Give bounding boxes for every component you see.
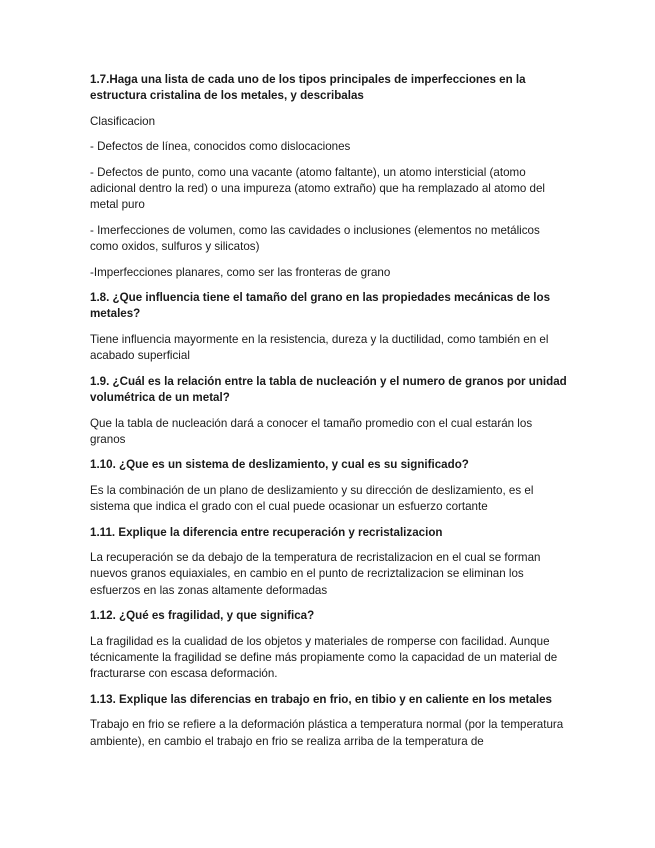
question-1-8-answer: Tiene influencia mayormente en la resistencia, dureza y la ductilidad, como también en el acabado superficial (90, 332, 549, 363)
question-1-11-heading: 1.11. Explique la diferencia entre recuperación y recristalizacion (90, 525, 443, 539)
question-1-7-heading: 1.7.Haga una lista de cada uno de los tipos principales de imperfecciones en la estructura cristalina de los metales, y describalas (90, 73, 526, 103)
question-1-7-planar-defects: -Imperfecciones planares, como ser las fronteras de grano (90, 265, 391, 279)
question-1-10-answer: Es la combinación de un plano de deslizamiento y su dirección de deslizamiento, es el sistema que indica el grado con el cual puede ocasionar un esfuerzo cortante (90, 483, 534, 514)
question-1-9-answer: Que la tabla de nucleación dará a conocer el tamaño promedio con el cual estarán los granos (90, 416, 533, 446)
question-1-7-point-defects: - Defectos de punto, como una vacante (atomo faltante), un atomo intersticial (atomo adicional dentro la red) o una impureza (atomo extraño) que ha remplazado al atomo del metal puro (90, 165, 545, 212)
question-1-8-heading: 1.8. ¿Que influencia tiene el tamaño del grano en las propiedades mecánicas de los metales? (90, 291, 551, 321)
question-1-13-heading: 1.13. Explique las diferencias en trabajo en frio, en tibio y en caliente en los metales (90, 692, 552, 706)
question-1-7-volume-defects: - Imerfecciones de volumen, como las cavidades o inclusiones (elementos no metálicos como oxidos, sulfuros y silicatos) (90, 223, 540, 254)
question-1-11-answer: La recuperación se da debajo de la temperatura de recristalizacion en el cual se forman nuevos granos equiaxiales, en cambio en el punto de recriztalizacion se eliminan los esfuerzos en las zonas altamente deformadas (90, 550, 541, 597)
question-1-12-heading: 1.12. ¿Qué es fragilidad, y que significa? (90, 609, 315, 623)
question-1-7-line-defects: - Defectos de línea, conocidos como dislocaciones (90, 140, 351, 154)
question-1-10-heading: 1.10. ¿Que es un sistema de deslizamiento, y cual es su significado? (90, 458, 469, 472)
document-page (90, 72, 568, 750)
question-1-7-classification-label: Clasificacion (90, 114, 156, 128)
question-1-9-heading: 1.9. ¿Cuál es la relación entre la tabla de nucleación y el numero de granos por unidad volumétrica de un metal? (90, 374, 567, 405)
question-1-13-answer: Trabajo en frio se refiere a la deformación plástica a temperatura normal (por la temperatura ambiente), en cambio el trabajo en frio se realiza arriba de la temperatura de (90, 718, 564, 748)
question-1-12-answer: La fragilidad es la cualidad de los objetos y materiales de romperse con facilidad. Aunque técnicamente la fragilidad se define más propiamente como la capacidad de un material de fracturarse con escasa deformación. (90, 634, 558, 681)
